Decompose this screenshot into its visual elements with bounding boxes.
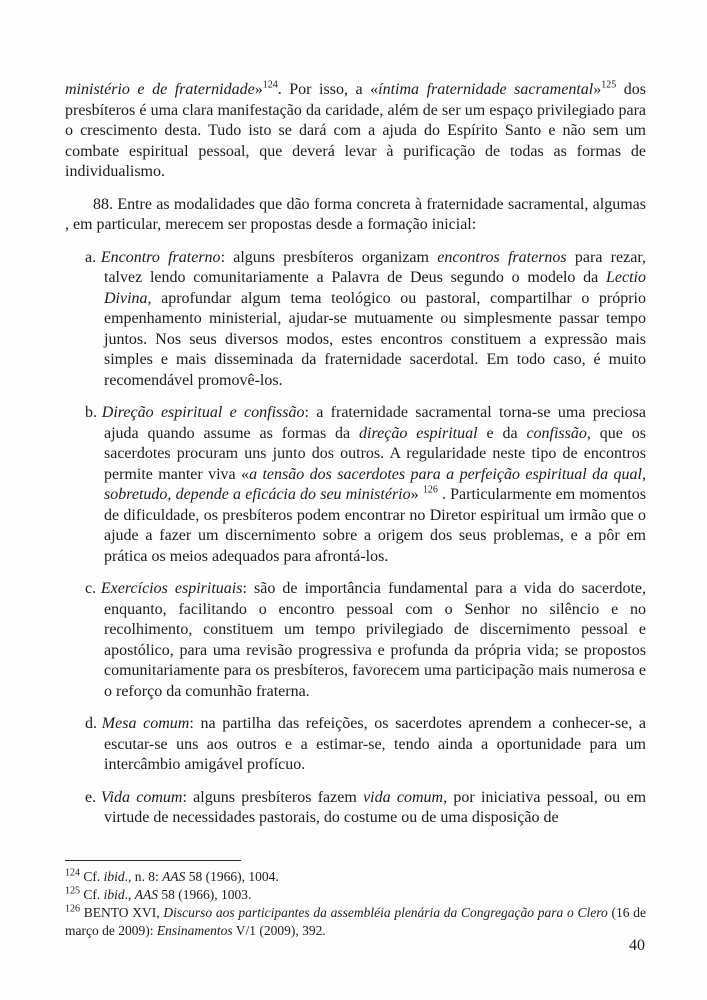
list-item-c-text: Exercícios espirituais: são de importância fundamental para a vida do sacerdote, enquanto, facilitando o encontro pessoal com o Senhor no silêncio e no recolhimento, constituem um tempo privilegiado de discernimento pessoal e apostólico, para uma revisão progressiva e profunda da própria vida; se propostos comunitariamente para os presbíteros, favorecem uma participação mais numerosa e o reforço da comunhão fraterna. (100, 580, 647, 700)
footnote-ref: 126 (422, 484, 438, 496)
list-item-e-label: e. (85, 788, 97, 806)
footnote-ref: 125 (65, 885, 80, 897)
list-item-b (85, 403, 647, 567)
list-item-d-label: d. (85, 715, 97, 732)
list-item-a-text: Encontro fraterno: alguns presbíteros organizam encontros fraternos para rezar, talvez lendo comunitariamente a Palavra de Deus segundo o modelo da Lectio Divina, aprofundar algum tema teológico ou pastoral, compartilhar o próprio empenhamento ministerial, ajudar-se mutuamente ou simplesmente passar tempo juntos. Nos seus diversos modos, estes encontros constituem a expressão mais simples e mais disseminada da fraternidade sacerdotal. Em todo caso, é muito recomendável promovê-los. (100, 248, 647, 389)
footnote-125: $^{125}$ Cf. ibid., AAS 58 (1966), 1003. (65, 885, 252, 902)
footnote-ref: 124 (262, 79, 278, 91)
footnote-124: $^{124}$ Cf. ibid., n. 8: AAS 58 (1966), 1004. (65, 867, 279, 884)
list-item-c-label: c. (85, 580, 97, 597)
list-item-c (85, 579, 647, 702)
footnote-126: $^{126}$ BENTO XVI, Discurso aos participantes da assembléia plenária da Congregação para o Clero (16 de março de 2009): Ensinamentos V/1 (2009), 392. (65, 903, 647, 938)
footnote-ref: 126 (65, 903, 80, 915)
list-item-a (85, 248, 647, 392)
paragraph-88: 88. Entre as modalidades que dão forma concreta à fraternidade sacramental, algumas , em particular, merecem ser propostas desde a formação inicial: (65, 195, 646, 233)
page-number: 40 (629, 937, 645, 954)
body-text (65, 80, 646, 829)
paragraph-intro: ministério e de fraternidade»$^{124}$. Por isso, a «íntima fraternidade sacramental»$^{125}$ dos presbíteros é uma clara manifestação da caridade, além de ser um espaço privilegiado para o crescimento desta. Tudo isto se dará com a ajuda do Espírito Santo e não sem um combate espiritual pessoal, que deverá levar à purificação de todas as formas de individualismo. (65, 79, 647, 180)
list-item-d (85, 714, 646, 776)
list-item-e (85, 788, 647, 829)
footnote-ref: 124 (65, 867, 80, 879)
footnote-separator-rule (65, 860, 241, 861)
list-item-b-label: b. (85, 404, 97, 421)
list-item-e-text: Vida comum: alguns presbíteros fazem vida comum, por iniciativa pessoal, ou em virtude de necessidades pastorais, do costume ou de uma disposição de (100, 788, 647, 826)
footnote-area (65, 860, 646, 940)
footnote-ref: 125 (601, 79, 617, 91)
list-item-a-label: a. (85, 248, 97, 266)
list-item-d-text: Mesa comum: na partilha das refeições, os sacerdotes aprendem a conhecer-se, a escutar-se uns aos outros e a estimar-se, tendo ainda a oportunidade para um intercâmbio amigável profícuo. (101, 715, 646, 773)
list-item-b-text: Direção espiritual e confissão: a fraternidade sacramental torna-se uma preciosa ajuda quando assume as formas da direção espiritual e da confissão, que os sacerdotes procuram uns junto dos outros. A regularidade neste tipo de encontros permite manter viva «a tensão dos sacerdotes para a perfeição espiritual da qual, sobretudo, depende a eficácia do seu ministério» $^{126}$ . Particularmente em momentos de dificuldade, os presbíteros podem encontrar no Diretor espiritual um irmão que o ajude a fazer um discernimento sobre a origem dos seus problemas, e a pôr em prática os meios adequados para afrontá-los. (101, 404, 647, 565)
